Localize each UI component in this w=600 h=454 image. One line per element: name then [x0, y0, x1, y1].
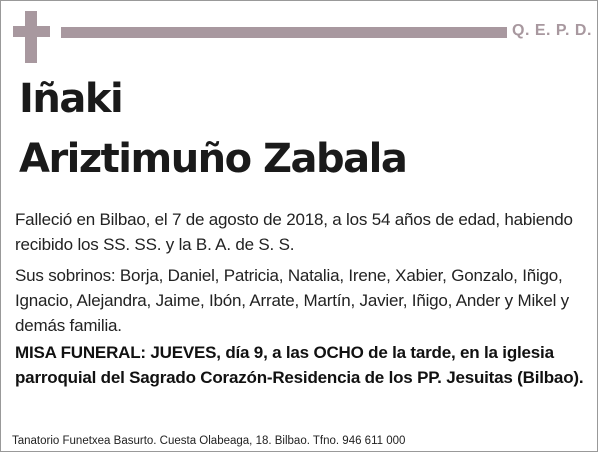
header-divider [61, 27, 507, 38]
death-notice-text: Falleció en Bilbao, el 7 de agosto de 2018, a los 54 años de edad, habiendo recibido los SS. SS. y la B. A. de S. S. [15, 210, 573, 254]
family-list-text: Sus sobrinos: Borja, Daniel, Patricia, Natalia, Irene, Xabier, Gonzalo, Iñigo, Ignacio, Alejandra, Jaime, Ibón, Arrate, Martín, Javier, Iñigo, Ander y Mikel y demás familia. [15, 266, 569, 335]
funeral-home-info: Tanatorio Funetxea Basurto. Cuesta Olabeaga, 18. Bilbao. Tfno. 946 611 000 [12, 435, 406, 447]
funeral-mass-text: MISA FUNERAL: JUEVES, día 9, a las OCHO de la tarde, en la iglesia parroquial del Sagrado Corazón-Residencia de los PP. Jesuitas (Bilbao). [15, 343, 584, 387]
cross-icon [13, 11, 50, 63]
deceased-first-name: Iñaki [19, 76, 123, 122]
qepd-label: Q. E. P. D. [512, 22, 592, 39]
deceased-surnames: Ariztimuño Zabala [19, 136, 407, 182]
